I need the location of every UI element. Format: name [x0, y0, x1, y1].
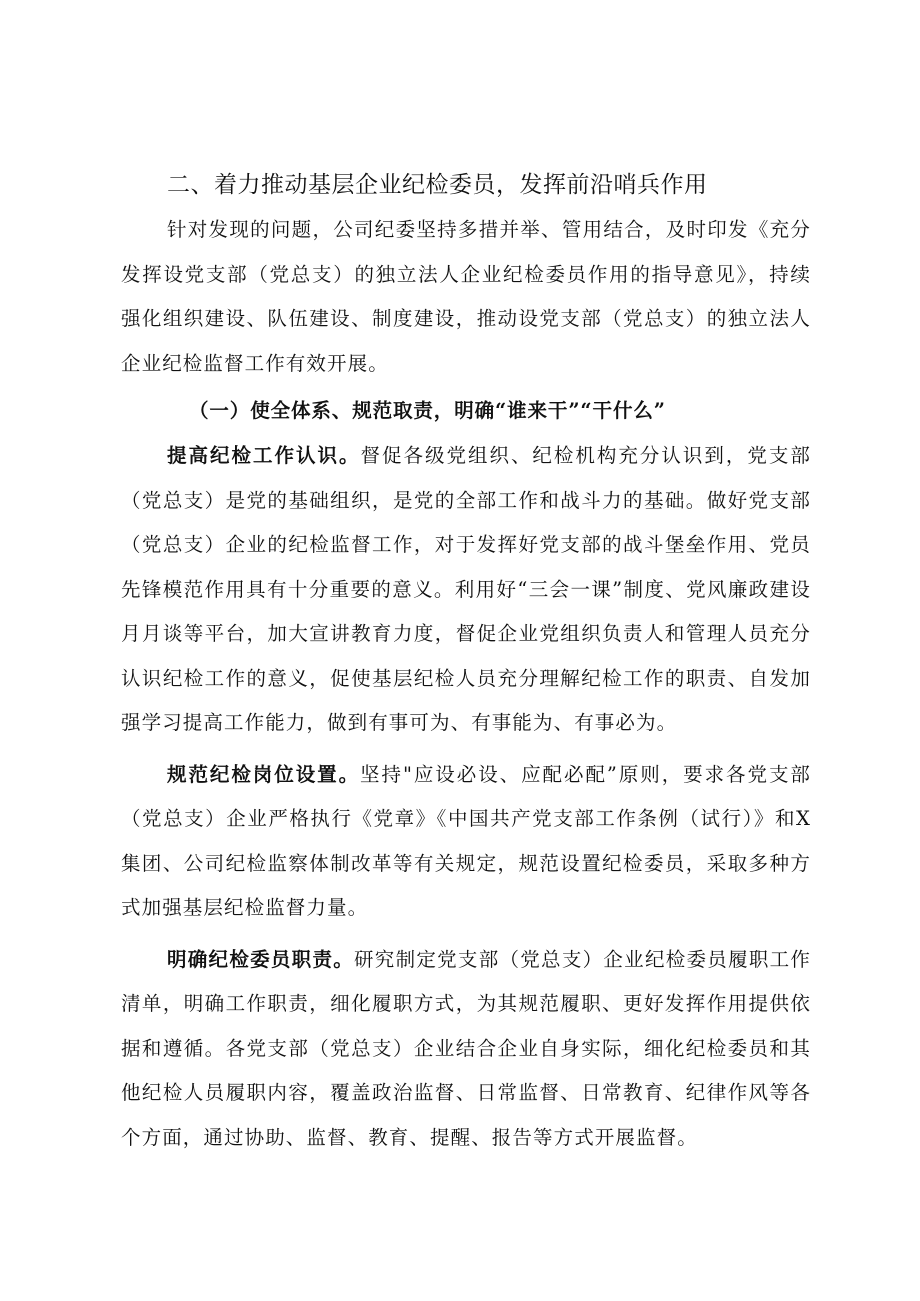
paragraph-improve-awareness: [121, 434, 811, 746]
paragraph-body: 坚持"应设必设、应配必配”原则，要求各党支部（党总支）企业严格执行《党章》《中国共产党支部工作条例（试行）》和X集团、公司纪检监察体制改革等有关规定，规范设置纪检委员，采取多种方式加强基层纪检监督力量。: [121, 762, 812, 919]
section-intro-paragraph: 针对发现的问题，公司纪委坚持多措并举、管用结合，及时印发《充分发挥设党支部（党总支）的独立法人企业纪检委员作用的指导意见》，持续强化组织建设、队伍建设、制度建设，推动设党支部（党总支）的独立法人企业纪检监督工作有效开展。: [121, 218, 811, 375]
section-heading: 二、着力推动基层企业纪检委员，发挥前沿哨兵作用: [167, 172, 708, 198]
paragraph-clarify-duties: [121, 938, 811, 1161]
document-body: [121, 166, 811, 1160]
paragraph-standardize-posts: [121, 753, 811, 931]
paragraph-lead: 提高纪检工作认识。: [167, 444, 361, 467]
paragraph-lead: 规范纪检岗位设置。: [167, 762, 361, 786]
paragraph-lead: 明确纪检委员职责。: [167, 947, 355, 971]
paragraph-body: 督促各级党组织、纪检机构充分认识到，党支部（党总支）是党的基础组织，是党的全部工作和战斗力的基础。做好党支部（党总支）企业的纪检监督工作，对于发挥好党支部的战斗堡垒作用、党员先锋模范作用具有十分重要的意义。利用好“三会一课”制度、党风廉政建设月月谈等平台，加大宣讲教育力度，督促企业党组织负责人和管理人员充分认识纪检工作的意义，促使基层纪检人员充分理解纪检工作的职责、自发加强学习提高工作能力，做到有事可为、有事能为、有事必为。: [121, 444, 811, 734]
paragraph-body: 研究制定党支部（党总支）企业纪检委员履职工作清单，明确工作职责，细化履职方式，为其规范履职、更好发挥作用提供依据和遵循。各党支部（党总支）企业结合企业自身实际，细化纪检委员和其他纪检人员履职内容，覆盖政治监督、日常监督、日常教育、纪律作风等各个方面，通过协助、监督、教育、提醒、报告等方式开展监督。: [121, 947, 812, 1149]
subsection-heading: （一）使全体系、规范取责，明确“谁来干”“干什么”: [189, 399, 666, 422]
